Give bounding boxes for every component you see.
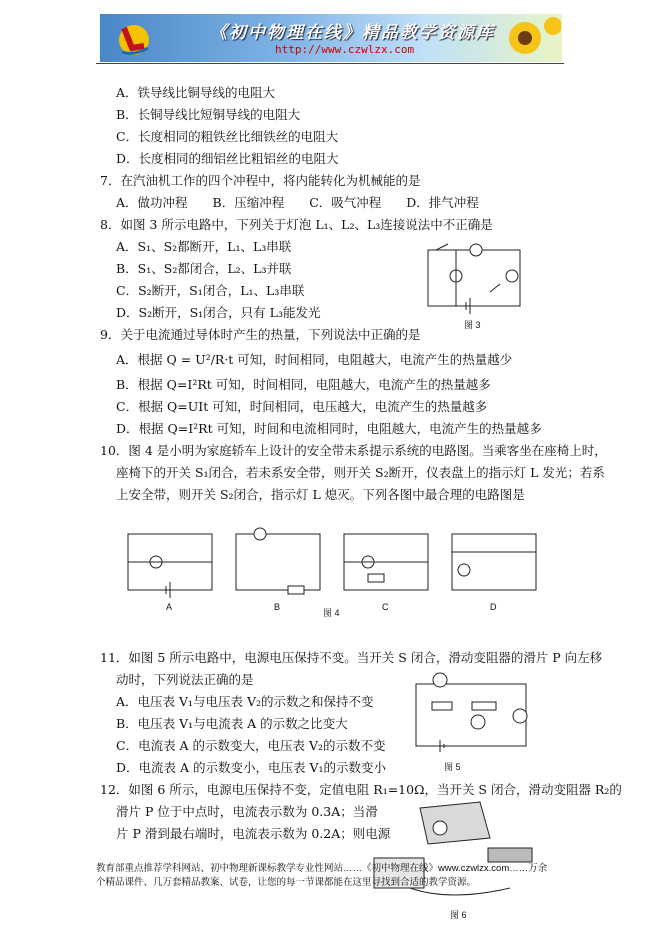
site-logo-icon [114, 18, 156, 58]
figure-3-circuit [420, 238, 530, 318]
q11-option-d: D．电流表 A 的示数变小，电压表 V₁的示数变小 [116, 760, 387, 775]
q9-stem: 9．关于电流通过导体时产生的热量，下列说法中正确的是 [100, 327, 421, 342]
q6-option-a: A．铁导线比铜导线的电阻大 [116, 85, 276, 100]
sunflower-icon [495, 16, 561, 62]
figure-6-caption: 图 6 [450, 910, 467, 920]
q9-option-c: C．根据 Q=UIt 可知，时间相同，电压越大，电流产生的热量越多 [116, 399, 488, 414]
figure-4-label-b: B [274, 602, 281, 612]
q6-option-c: C．长度相同的粗铁丝比细铁丝的电阻大 [116, 129, 339, 144]
q11-stem-1: 11．如图 5 所示电路中，电源电压保持不变。当开关 S 闭合，滑动变阻器的滑片 P 向左移 [100, 650, 603, 665]
q12-stem-3: 片 P 滑到最右端时，电流表示数为 0.2A；则电源 [116, 826, 391, 841]
figure-6-apparatus [370, 798, 540, 908]
figure-4-label-c: C [382, 602, 389, 612]
figure-5-circuit [410, 668, 540, 758]
figure-4-label-a: A [166, 602, 173, 612]
q7-options: A．做功冲程 B．压缩冲程 C．吸气冲程 D．排气冲程 [116, 195, 479, 210]
q9-option-d: D．根据 Q=I²Rt 可知，时间和电流相同时，电阻越大，电流产生的热量越多 [116, 421, 542, 436]
q10-stem-2: 座椅下的开关 S₁闭合，若未系安全带，则开关 S₂断开，仪表盘上的指示灯 L 发光；若系 [116, 465, 605, 480]
q8-stem: 8．如图 3 所示电路中，下列关于灯泡 L₁、L₂、L₃连接说法中不正确是 [100, 217, 493, 232]
q6-option-b: B．长铜导线比短铜导线的电阻大 [116, 107, 301, 122]
q12-stem-1: 12．如图 6 所示，电源电压保持不变，定值电阻 R₁=10Ω，当开关 S 闭合，滑动变阻器 R₂的 [100, 782, 622, 797]
q6-option-d: D．长度相同的细铝丝比粗铝丝的电阻大 [116, 151, 339, 166]
q8-option-b: B．S₁、S₂都闭合，L₂、L₃并联 [116, 261, 292, 276]
site-title: 《初中物理在线》精品教学资源库 [210, 23, 495, 43]
q9-option-a: A．根据 Q = U²/R·t 可知，时间相同，电阻越大，电流产生的热量越少 [116, 352, 513, 367]
header-rule [96, 63, 564, 64]
q7-stem: 7．在汽油机工作的四个冲程中，将内能转化为机械能的是 [100, 173, 421, 188]
figure-3-caption: 图 3 [464, 320, 481, 330]
footer-line-1: 教育部重点推荐学科网站、初中物理新课标教学专业性网站……《初中物理在线》www.czwlzx.com……万余 [96, 863, 548, 874]
figure-4-caption: 图 4 [323, 608, 340, 618]
figure-5-caption: 图 5 [444, 762, 461, 772]
q8-option-a: A．S₁、S₂都断开，L₁、L₃串联 [116, 239, 292, 254]
q11-stem-2: 动时，下列说法正确的是 [116, 672, 254, 687]
q11-option-c: C．电流表 A 的示数变大，电压表 V₂的示数不变 [116, 738, 386, 753]
q8-option-d: D．S₂断开，S₁闭合，只有 L₃能发光 [116, 305, 321, 320]
q11-option-a: A．电压表 V₁与电压表 V₂的示数之和保持不变 [116, 694, 374, 709]
q12-stem-2: 滑片 P 位于中点时，电流表示数为 0.3A；当滑 [116, 804, 378, 819]
figure-4-label-d: D [490, 602, 497, 612]
header-banner [100, 14, 562, 62]
q9-option-b: B．根据 Q=I²Rt 可知，时间相同，电阻越大，电流产生的热量越多 [116, 377, 491, 392]
q10-stem-3: 上安全带，则开关 S₂闭合，指示灯 L 熄灭。下列各图中最合理的电路图是 [116, 487, 525, 502]
figure-4-circuits [120, 520, 550, 610]
q8-option-c: C．S₂断开，S₁闭合，L₁、L₃串联 [116, 283, 305, 298]
q10-stem-1: 10．图 4 是小明为家庭轿车上设计的安全带未系提示系统的电路图。当乘客坐在座椅上时， [100, 443, 607, 458]
q11-option-b: B．电压表 V₁与电流表 A 的示数之比变大 [116, 716, 348, 731]
site-url[interactable]: http://www.czwlzx.com [275, 43, 415, 56]
footer-line-2: 个精品课件、几万套精品教案、试卷，让您的每一节课都能在这里寻找到合适的教学资源。 [96, 877, 477, 888]
